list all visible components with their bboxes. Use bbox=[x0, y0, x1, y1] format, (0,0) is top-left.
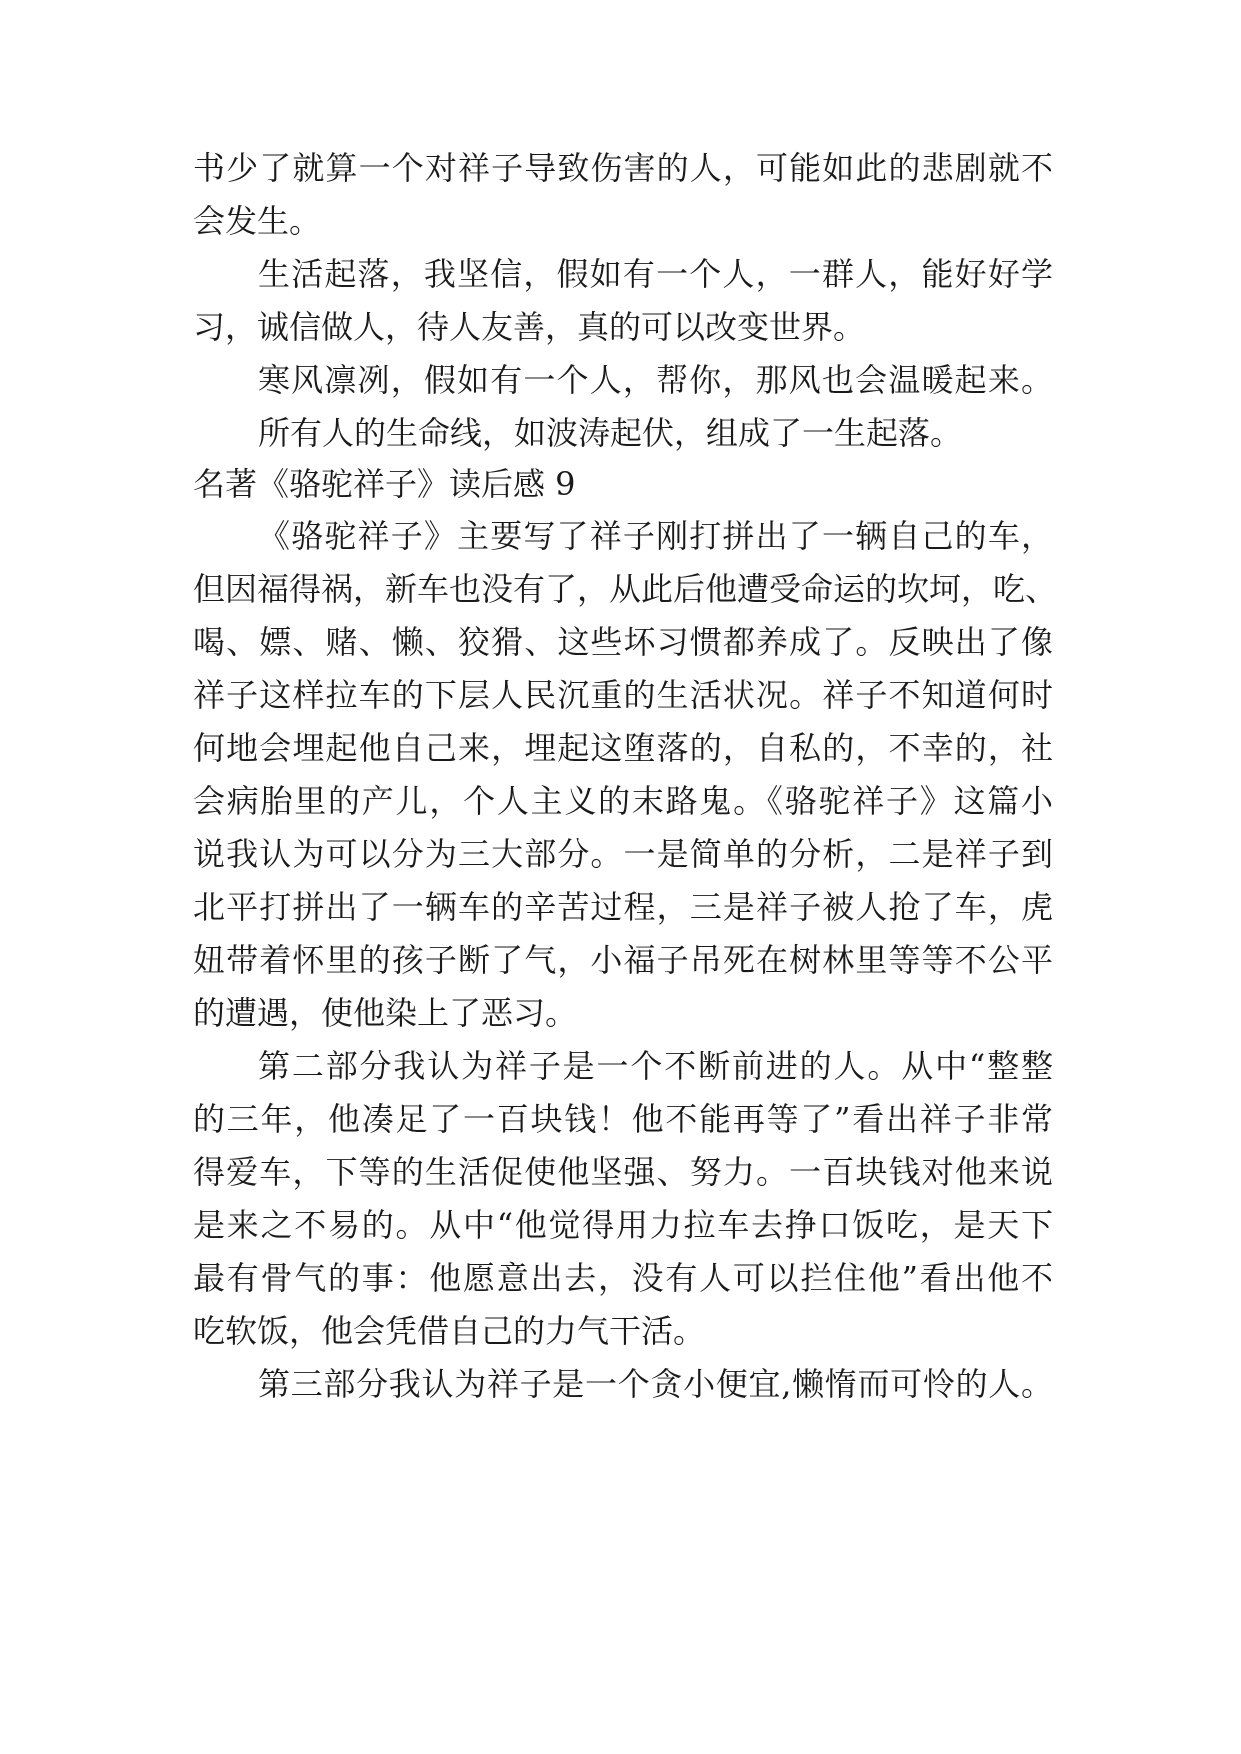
paragraph-line: 北平打拼出了一辆车的辛苦过程，三是祥子被人抢了车，虎 bbox=[193, 888, 1053, 926]
paragraph-line: 的遭遇，使他染上了恶习。 bbox=[193, 994, 578, 1032]
paragraph-line: 说我认为可以分为三大部分。一是简单的分析，二是祥子到 bbox=[193, 835, 1053, 873]
paragraph-line: 所有人的生命线，如波涛起伏，组成了一生起落。 bbox=[258, 414, 963, 452]
paragraph-line: 习，诚信做人，待人友善，真的可以改变世界。 bbox=[193, 308, 866, 346]
paragraph-line: 《骆驼祥子》主要写了祥子刚打拼出了一辆自己的车， bbox=[258, 517, 1053, 555]
paragraph-line: 最有骨气的事：他愿意出去，没有人可以拦住他”看出他不 bbox=[193, 1259, 1053, 1297]
paragraph-line: 喝、嫖、赌、懒、狡猾、这些坏习惯都养成了。反映出了像 bbox=[193, 623, 1053, 661]
paragraph-line: 但因福得祸，新车也没有了，从此后他遭受命运的坎坷，吃、 bbox=[193, 570, 1058, 608]
paragraph-line: 吃软饭，他会凭借自己的力气干活。 bbox=[193, 1312, 706, 1350]
paragraph-line: 寒风凛冽，假如有一个人，帮你，那风也会温暖起来。 bbox=[258, 361, 1053, 399]
paragraph-line: 书少了就算一个对祥子导致伤害的人，可能如此的悲剧就不 bbox=[193, 149, 1053, 187]
paragraph-line: 第三部分我认为祥子是一个贪小便宜,懒惰而可怜的人。 bbox=[258, 1365, 1053, 1403]
paragraph-line: 会发生。 bbox=[193, 202, 322, 240]
paragraph-line: 是来之不易的。从中“他觉得用力拉车去挣口饭吃，是天下 bbox=[193, 1206, 1053, 1244]
paragraph-line: 得爱车，下等的生活促使他坚强、努力。一百块钱对他来说 bbox=[193, 1153, 1053, 1191]
section-heading: 名著《骆驼祥子》读后感 9 bbox=[193, 465, 576, 503]
paragraph-line: 生活起落，我坚信，假如有一个人，一群人，能好好学 bbox=[258, 255, 1053, 293]
paragraph-line: 妞带着怀里的孩子断了气，小福子吊死在树林里等等不公平 bbox=[193, 941, 1053, 979]
paragraph-line: 会病胎里的产儿，个人主义的末路鬼。《骆驼祥子》这篇小 bbox=[193, 782, 1053, 820]
paragraph-line: 祥子这样拉车的下层人民沉重的生活状况。祥子不知道何时 bbox=[193, 676, 1053, 714]
paragraph-line: 第二部分我认为祥子是一个不断前进的人。从中“整整 bbox=[258, 1047, 1053, 1085]
paragraph-line: 的三年，他凑足了一百块钱！他不能再等了”看出祥子非常 bbox=[193, 1100, 1053, 1138]
paragraph-line: 何地会埋起他自己来，埋起这堕落的，自私的，不幸的，社 bbox=[193, 729, 1053, 767]
